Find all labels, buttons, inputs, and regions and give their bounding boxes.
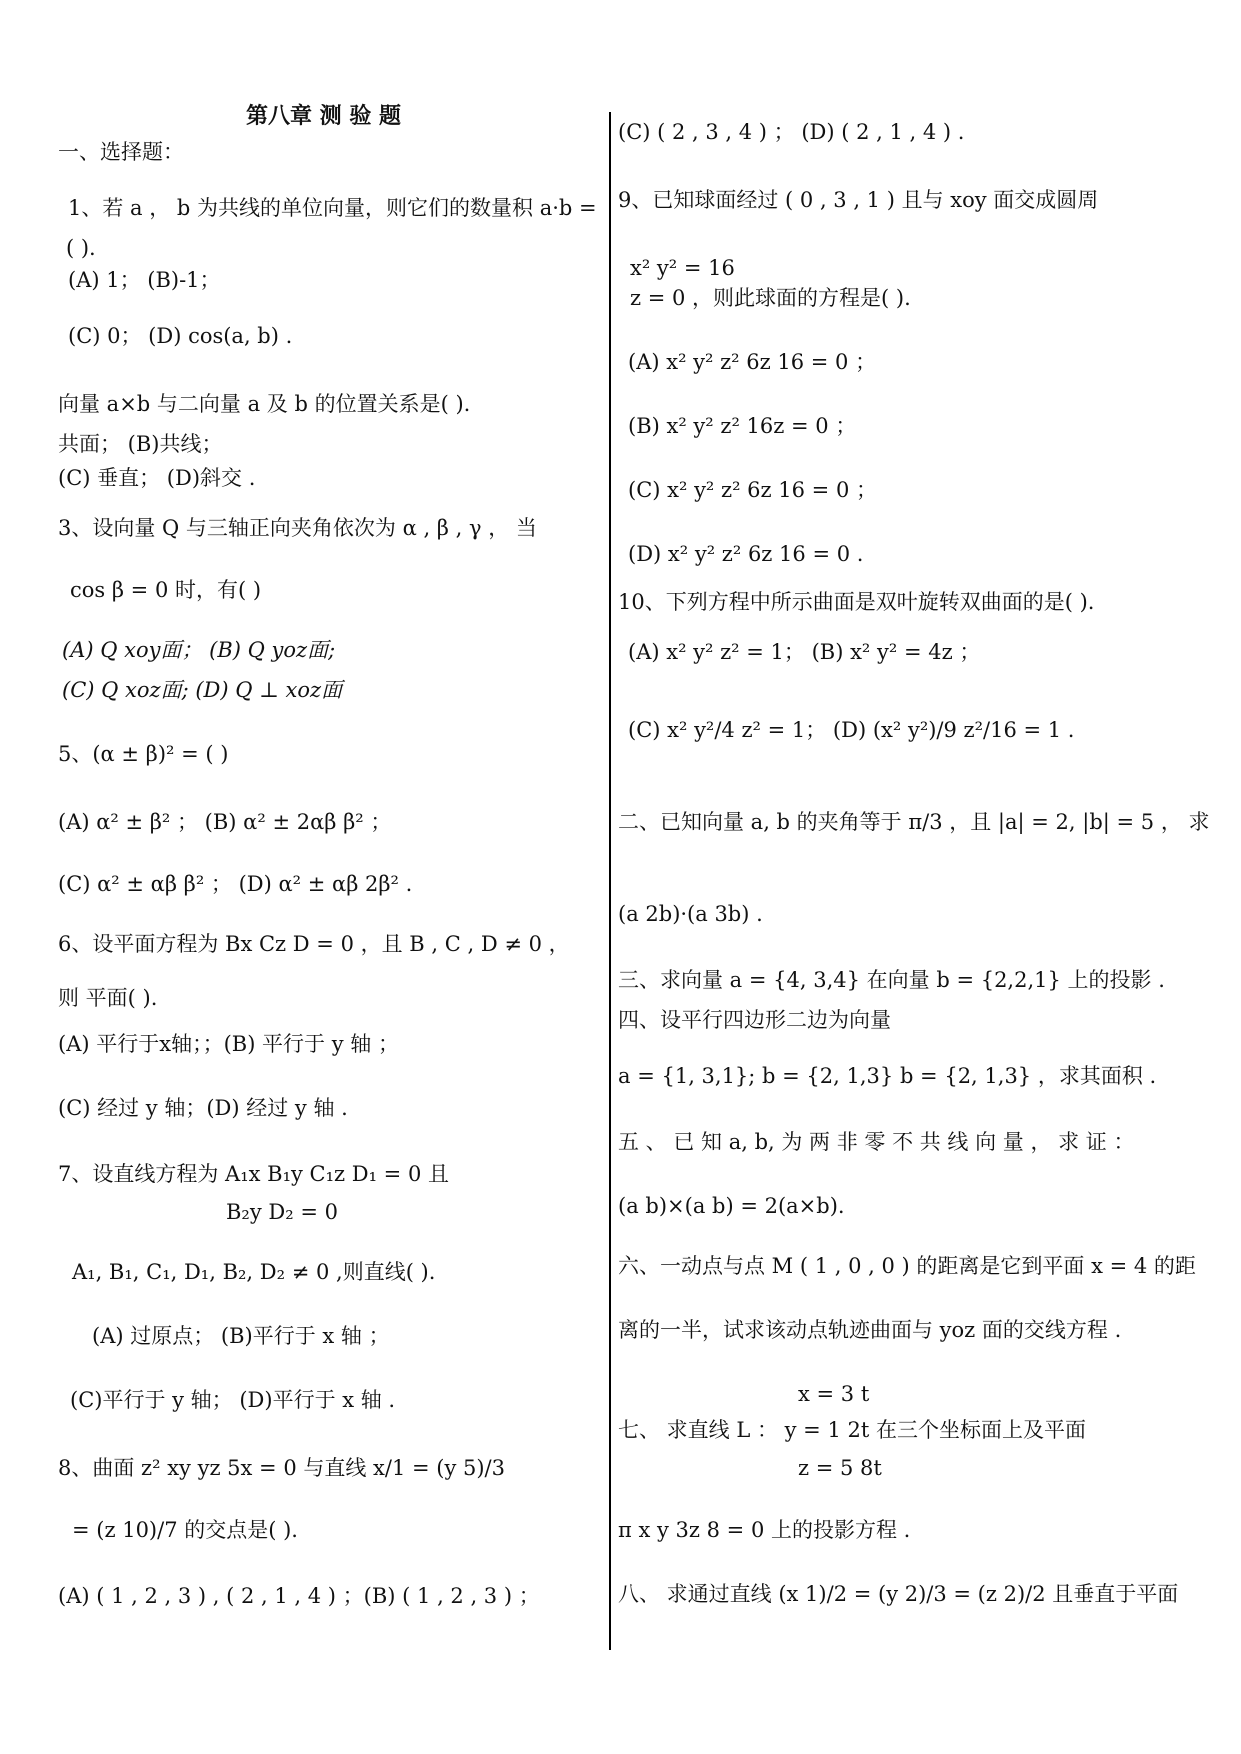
left-text-line: 6、设平面方程为 Bx Cz D = 0 ，且 B , C , D ≠ 0 ， [58,932,570,956]
left-text-line: (C) Q xoz面; (D) Q ⊥ xoz面 [62,678,343,702]
right-text-line: 二、已知向量 a, b 的夹角等于 π/3 ，且 |a| = 2, |b| = 5 ， 求 [618,810,1210,834]
right-text-line: (B) x² y² z² 16z = 0 ； [628,414,857,438]
left-text-line: = (z 10)/7 的交点是( ). [72,1518,298,1542]
left-text-line: ( ). [66,236,96,260]
right-text-line: z = 5 8t [798,1456,882,1480]
left-text-line: 7、设直线方程为 A₁x B₁y C₁z D₁ = 0 且 [58,1162,449,1186]
left-text-line: 1、若 a ， b 为共线的单位向量，则它们的数量积 a·b = [68,196,597,220]
left-text-line: (C)平行于 y 轴； (D)平行于 x 轴 . [70,1388,396,1412]
left-text-line: 则 平面( ). [58,986,158,1010]
left-text-line: (A) 平行于x轴；；(B) 平行于 y 轴 ； [58,1032,399,1056]
left-text-line: 向量 a×b 与二向量 a 及 b 的位置关系是( ). [58,392,471,416]
left-text-line: 8、曲面 z² xy yz 5x = 0 与直线 x/1 = (y 5)/3 [58,1456,505,1480]
right-text-line: 10、下列方程中所示曲面是双叶旋转双曲面的是( ). [618,590,1095,614]
right-text-line: 四、设平行四边形二边为向量 [618,1008,891,1032]
right-text-line: (C) x² y² z² 6z 16 = 0 ； [628,478,877,502]
right-text-line: π x y 3z 8 = 0 上的投影方程 . [618,1518,911,1542]
left-text-line: B₂y D₂ = 0 [226,1200,338,1224]
right-text-line: a = {1, 3,1}; b = {2, 1,3} b = {2, 1,3} ，求其面积 . [618,1064,1157,1088]
left-text-line: (A) ( 1 , 2 , 3 ) , ( 2 , 1 , 4 ) ；(B) ( 1 , 2 , 3 ) ； [58,1584,540,1608]
right-text-line: (C) ( 2 , 3 , 4 ) ； (D) ( 2 , 1 , 4 ) . [618,120,965,144]
right-text-line: x = 3 t [798,1382,870,1406]
left-text-line: (A) α² ± β² ； (B) α² ± 2αβ β² ； [58,810,392,834]
left-text-line: (C) 经过 y 轴；(D) 经过 y 轴 . [58,1096,348,1120]
right-text-line: 七、 求直线 L ： y = 1 2t 在三个坐标面上及平面 [618,1418,1086,1442]
right-text-line: x² y² = 16 [630,256,735,280]
right-text-line: (C) x² y²/4 z² = 1； (D) (x² y²)/9 z²/16 = 1 . [628,718,1075,742]
left-text-line: 第八章 测 验 题 [246,103,401,129]
left-text-line: cos β = 0 时，有( ) [70,578,262,602]
right-text-line: 9、已知球面经过 ( 0 , 3 , 1 ) 且与 xoy 面交成圆周 [618,188,1099,212]
right-text-line: 离的一半，试求该动点轨迹曲面与 yoz 面的交线方程 . [618,1318,1122,1342]
left-text-line: (C) 垂直； (D)斜交 . [58,466,256,490]
left-text-line: (A) Q xoy面； (B) Q yoz面; [62,638,336,662]
left-text-line: (C) 0； (D) cos(a, b) . [68,324,293,348]
left-text-line: A₁, B₁, C₁, D₁, B₂, D₂ ≠ 0 ,则直线( ). [72,1260,436,1284]
right-text-line: z = 0 ，则此球面的方程是( ). [630,286,911,310]
right-text-line: 八、 求通过直线 (x 1)/2 = (y 2)/3 = (z 2)/2 且垂直于平面 [618,1582,1179,1606]
left-text-line: 5、(α ± β)² = ( ) [58,742,229,766]
right-text-line: 五 、 已 知 a, b, 为 两 非 零 不 共 线 向 量 ， 求 证 ： [618,1130,1135,1154]
left-text-line: (C) α² ± αβ β² ； (D) α² ± αβ 2β² . [58,872,413,896]
right-text-line: (D) x² y² z² 6z 16 = 0 . [628,542,864,566]
right-text-line: 三、求向量 a = {4, 3,4} 在向量 b = {2,2,1} 上的投影 . [618,968,1165,992]
left-text-line: (A) 过原点； (B)平行于 x 轴 ； [92,1324,390,1348]
right-text-line: 六、一动点与点 M ( 1 , 0 , 0 ) 的距离是它到平面 x = 4 的距 [618,1254,1196,1278]
column-divider [609,112,611,1650]
right-text-line: (a 2b)·(a 3b) . [618,902,763,926]
left-text-line: (A) 1； (B)-1； [68,268,221,292]
left-text-line: 3、设向量 Q 与三轴正向夹角依次为 α , β , γ ， 当 [58,516,537,540]
right-text-line: (a b)×(a b) = 2(a×b). [618,1194,845,1218]
right-text-line: (A) x² y² z² 6z 16 = 0 ； [628,350,877,374]
right-text-line: (A) x² y² z² = 1； (B) x² y² = 4z ； [628,640,981,664]
left-text-line: 一、选择题： [58,140,184,164]
left-text-line: 共面； (B)共线； [58,432,223,456]
